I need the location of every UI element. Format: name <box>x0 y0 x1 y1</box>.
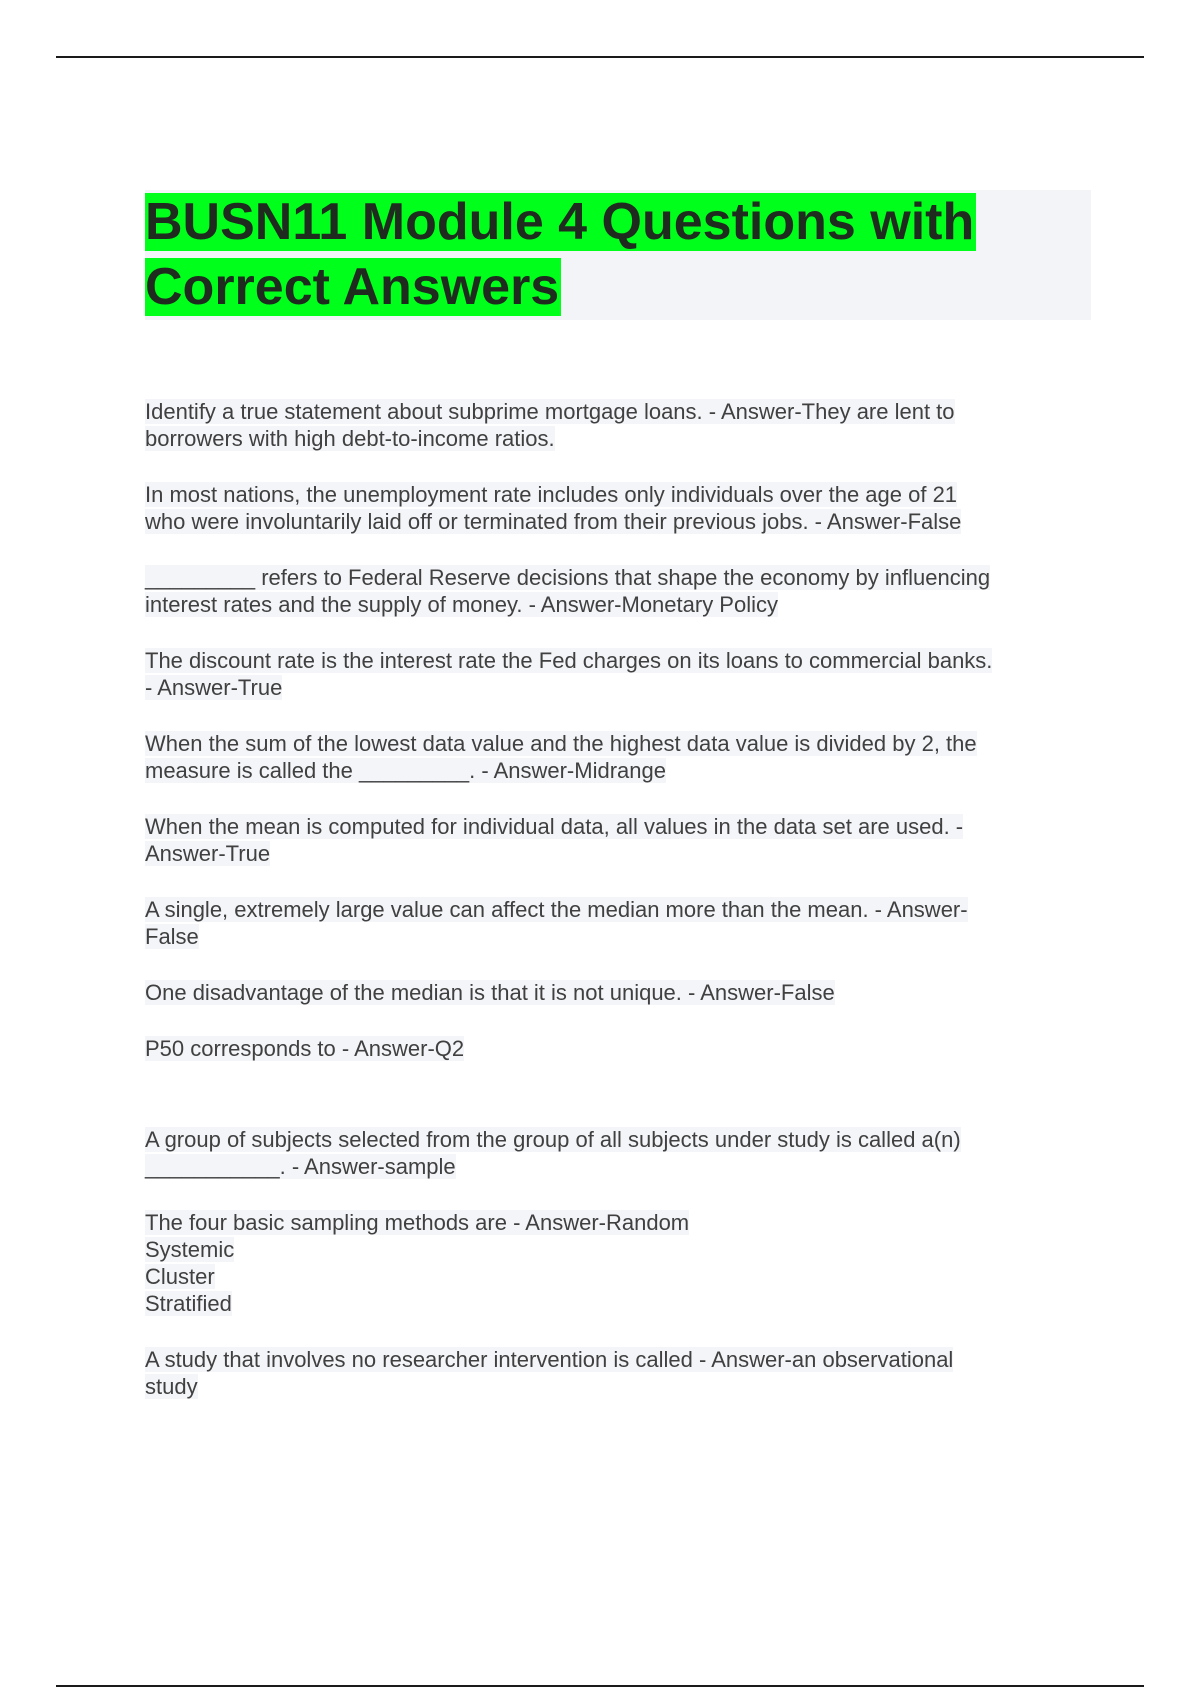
qa-item-text: In most nations, the unemployment rate includes only individuals over the age of 21 who were involuntarily laid off or terminated from their previous jobs. - Answer-False <box>145 482 962 534</box>
qa-item-text: P50 corresponds to - Answer-Q2 <box>145 1036 465 1061</box>
top-rule <box>56 56 1144 58</box>
qa-item-text: When the sum of the lowest data value and the highest data value is divided by 2, the measure is called the _________. - Answer-Midrange <box>145 731 977 783</box>
qa-item <box>145 979 1085 1006</box>
question-answer-list <box>145 398 1085 1429</box>
qa-item <box>145 1346 1085 1400</box>
qa-item <box>145 481 1085 535</box>
document-title <box>145 190 1065 320</box>
qa-item-text: A single, extremely large value can affect the median more than the mean. - Answer- False <box>145 897 968 949</box>
qa-item <box>145 647 1085 701</box>
qa-item <box>145 398 1085 452</box>
qa-item-text: The discount rate is the interest rate the Fed charges on its loans to commercial banks. - Answer-True <box>145 648 993 700</box>
qa-item-text: A group of subjects selected from the group of all subjects under study is called a(n) ___________. - Answer-sample <box>145 1127 961 1179</box>
qa-item <box>145 1209 1085 1317</box>
qa-item-text: One disadvantage of the median is that it is not unique. - Answer-False <box>145 980 835 1005</box>
document-title-highlight: BUSN11 Module 4 Questions with Correct Answers <box>145 193 975 316</box>
qa-item <box>145 896 1085 950</box>
qa-item <box>145 1035 1085 1062</box>
qa-item <box>145 564 1085 618</box>
qa-item-text: _________ refers to Federal Reserve decisions that shape the economy by influencing interest rates and the supply of money. - Answer-Monetary Policy <box>145 565 991 617</box>
qa-item <box>145 1126 1085 1180</box>
qa-item <box>145 813 1085 867</box>
qa-item-text: When the mean is computed for individual data, all values in the data set are used. - Answer-True <box>145 814 964 866</box>
qa-item-text: Identify a true statement about subprime mortgage loans. - Answer-They are lent to borrowers with high debt-to-income ratios. <box>145 399 955 451</box>
qa-item <box>145 730 1085 784</box>
qa-item-text: A study that involves no researcher intervention is called - Answer-an observational study <box>145 1347 954 1399</box>
qa-item-text: The four basic sampling methods are - Answer-Random Systemic Cluster Stratified <box>145 1210 690 1316</box>
bottom-rule <box>56 1685 1144 1687</box>
